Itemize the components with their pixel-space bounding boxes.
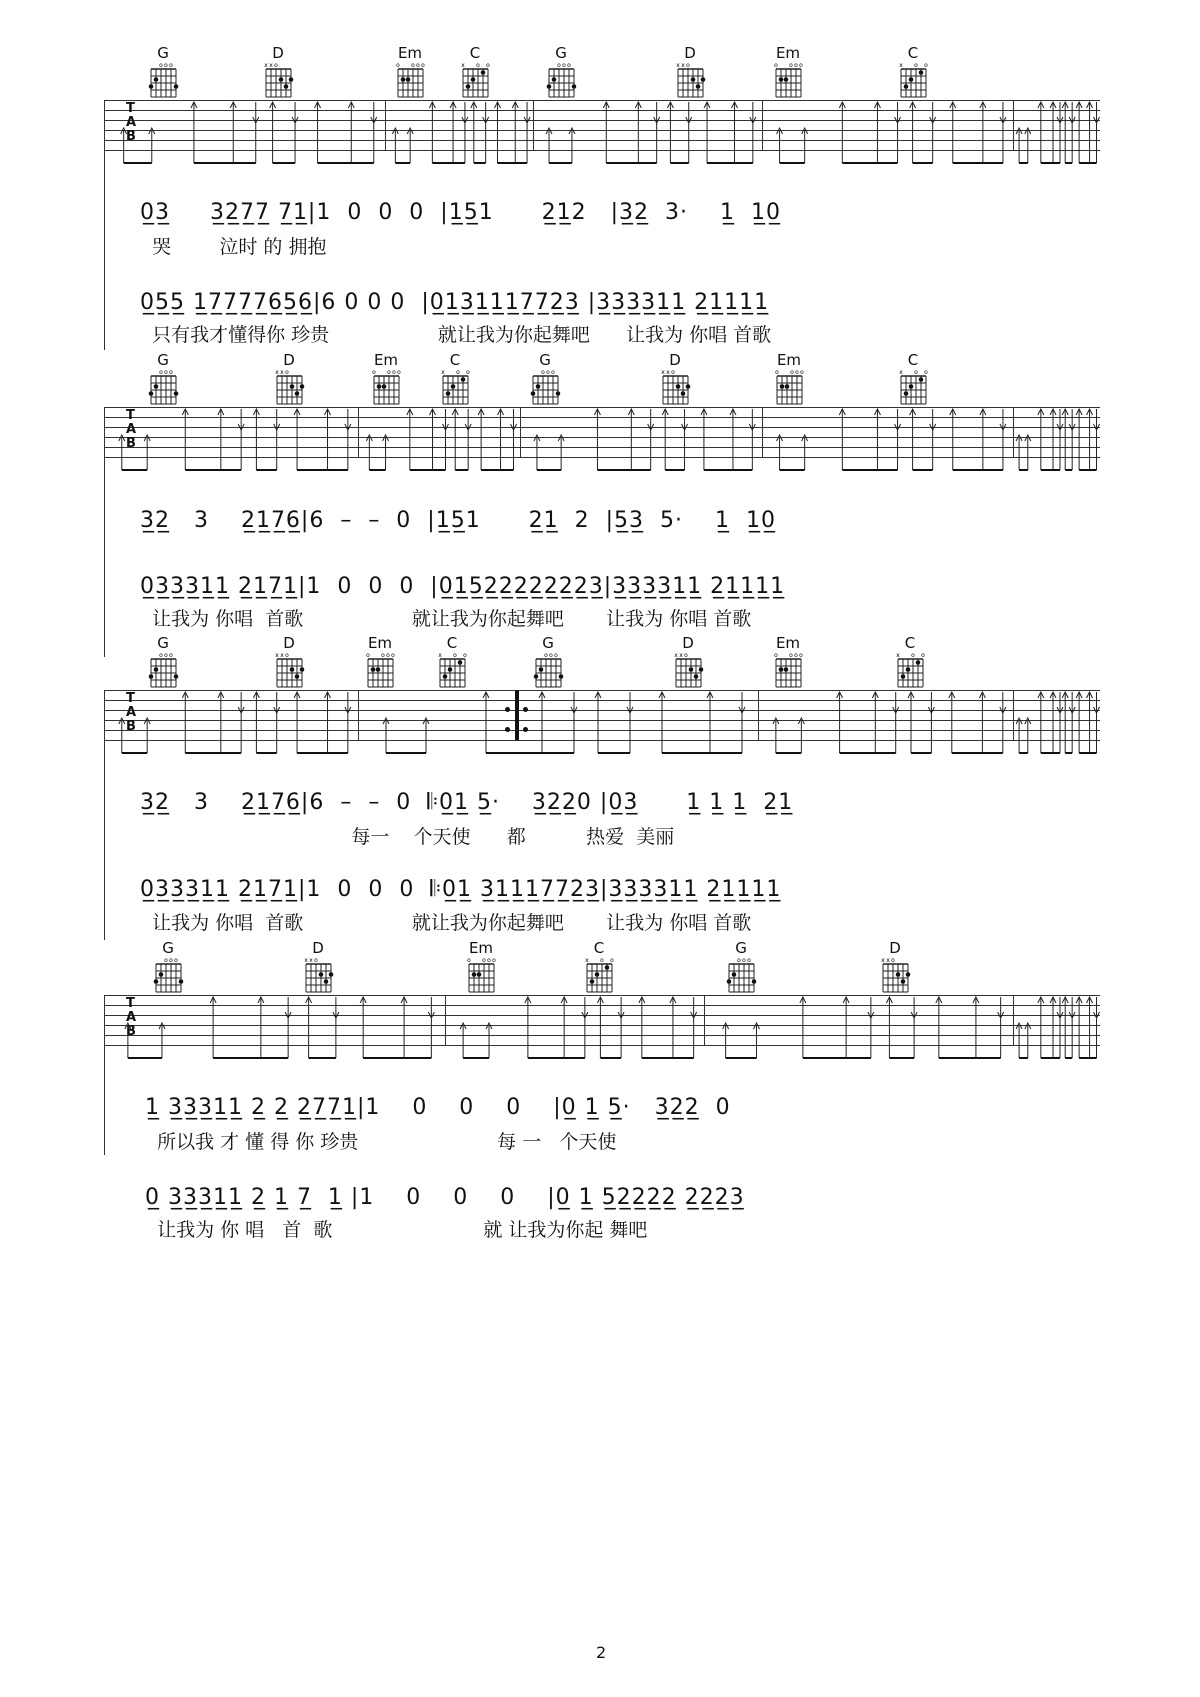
- svg-text:o: o: [381, 652, 385, 659]
- chord-diagram-g: [143, 352, 183, 410]
- svg-text:o: o: [789, 652, 793, 659]
- svg-text:x: x: [896, 652, 900, 659]
- svg-text:o: o: [911, 652, 915, 659]
- tab-clef-letter: A: [126, 115, 137, 130]
- chord-diagram-g: [148, 940, 188, 998]
- chord-diagram-c: [435, 352, 475, 410]
- chord-name: C: [907, 351, 919, 369]
- chord-diagram-d: [655, 352, 695, 410]
- chord-diagram-em: [390, 45, 430, 103]
- melody-notes: 0̲3̲ 3̲2̲7̲7̲ 7̲1̲|1 0 0 0 |1̲5̲1 2̲1̲2 |3̲2̲ 3· 1̲ 1̲0̲: [140, 200, 781, 225]
- chord-diagram-em: [461, 940, 501, 998]
- system-left-edge: [104, 995, 105, 1155]
- chord-diagram-d: [875, 940, 915, 998]
- chord-name: G: [735, 939, 747, 957]
- tab-clef-letter: T: [126, 408, 135, 423]
- chord-diagram-g: [528, 635, 568, 693]
- chord-diagram-g: [541, 45, 581, 103]
- harmony-lyrics: 让我为 你唱 首歌 就让我为你起舞吧 让我为 你唱 首歌: [140, 608, 752, 630]
- tab-staff: [104, 407, 1100, 467]
- svg-text:o: o: [169, 62, 173, 69]
- tab-clef-letter: B: [126, 436, 136, 451]
- chord-diagram-c: [455, 45, 495, 103]
- chord-diagram-em: [768, 45, 808, 103]
- svg-text:x: x: [304, 957, 308, 964]
- svg-text:o: o: [396, 62, 400, 69]
- svg-text:o: o: [795, 369, 799, 376]
- svg-text:o: o: [600, 957, 604, 964]
- svg-text:o: o: [486, 62, 490, 69]
- svg-text:o: o: [790, 369, 794, 376]
- chord-name: C: [449, 351, 461, 369]
- chord-name: Em: [367, 634, 393, 652]
- chord-name: D: [889, 939, 901, 957]
- chord-diagram-em: [366, 352, 406, 410]
- chord-name: D: [682, 634, 694, 652]
- harmony-lyrics: 只有我才懂得你 珍贵 就让我为你起舞吧 让我为 你唱 首歌: [140, 324, 772, 346]
- tab-clef-letter: B: [126, 129, 136, 144]
- svg-text:o: o: [914, 62, 918, 69]
- svg-text:o: o: [416, 62, 420, 69]
- svg-text:o: o: [463, 652, 467, 659]
- svg-text:o: o: [164, 369, 168, 376]
- svg-text:o: o: [799, 652, 803, 659]
- svg-text:o: o: [476, 62, 480, 69]
- system-left-edge: [104, 690, 105, 940]
- chord-diagram-c: [579, 940, 619, 998]
- melody-notes: 3̲2̲ 3 2̲1̲7̲6̲|6 – – 0 𝄆0̲1̲ 5̲· 3̲2̲2̲0 |0̲3̲ 1̲ 1̲ 1̲ 2̲1̲: [140, 790, 794, 815]
- svg-text:o: o: [544, 652, 548, 659]
- svg-text:o: o: [466, 369, 470, 376]
- svg-text:o: o: [742, 957, 746, 964]
- chord-name: G: [162, 939, 174, 957]
- svg-text:x: x: [264, 62, 268, 69]
- chord-diagram-c: [432, 635, 472, 693]
- chord-name: C: [469, 44, 481, 62]
- chord-name: D: [669, 351, 681, 369]
- svg-text:o: o: [164, 652, 168, 659]
- svg-text:x: x: [461, 62, 465, 69]
- svg-text:x: x: [585, 957, 589, 964]
- svg-text:o: o: [794, 62, 798, 69]
- harmony-lyrics: 让我为 你唱 首歌 就让我为你起舞吧 让我为 你唱 首歌: [140, 912, 752, 934]
- svg-text:o: o: [567, 62, 571, 69]
- chord-name: G: [555, 44, 567, 62]
- svg-text:o: o: [551, 369, 555, 376]
- chord-name: D: [312, 939, 324, 957]
- svg-text:o: o: [164, 62, 168, 69]
- chord-name: G: [157, 351, 169, 369]
- harmony-notes: 0̲5̲5̲ 1̲7̲7̲7̲7̲6̲5̲6̲|6 0 0 0 |0̲1̲3̲1̲1̲1̲7̲7̲2̲3̲ |3̲3̲3̲3̲1̲1̲ 2̲1̲1̲1̲1̲: [140, 290, 770, 315]
- svg-text:o: o: [921, 652, 925, 659]
- chord-diagram-em: [360, 635, 400, 693]
- svg-text:o: o: [285, 369, 289, 376]
- svg-text:x: x: [881, 957, 885, 964]
- svg-text:o: o: [159, 652, 163, 659]
- chord-name: Em: [373, 351, 399, 369]
- svg-text:o: o: [775, 369, 779, 376]
- system-left-edge: [104, 100, 105, 350]
- chord-diagram-d: [258, 45, 298, 103]
- svg-text:o: o: [392, 369, 396, 376]
- page-number: 2: [596, 1643, 607, 1662]
- svg-text:o: o: [554, 652, 558, 659]
- svg-text:o: o: [159, 369, 163, 376]
- chord-diagram-em: [769, 352, 809, 410]
- svg-text:o: o: [799, 62, 803, 69]
- tab-clef-letter: T: [126, 691, 135, 706]
- chord-name: D: [283, 634, 295, 652]
- svg-text:o: o: [747, 957, 751, 964]
- svg-text:x: x: [275, 369, 279, 376]
- chord-name: Em: [397, 44, 423, 62]
- system-left-edge: [104, 407, 105, 657]
- svg-text:o: o: [549, 652, 553, 659]
- svg-text:o: o: [453, 652, 457, 659]
- svg-text:x: x: [280, 369, 284, 376]
- chord-diagram-d: [668, 635, 708, 693]
- melody-notes: 1̲ 3̲3̲3̲1̲1̲ 2̲ 2̲ 2̲7̲7̲1̲|1 0 0 0 |0̲ 1̲ 5̲· 3̲2̲2̲ 0: [145, 1095, 731, 1120]
- svg-text:x: x: [899, 369, 903, 376]
- chord-diagram-c: [893, 352, 933, 410]
- svg-text:o: o: [159, 62, 163, 69]
- tab-clef-letter: A: [126, 705, 137, 720]
- tab-staff: [104, 690, 1100, 750]
- svg-text:o: o: [314, 957, 318, 964]
- chord-diagram-d: [298, 940, 338, 998]
- svg-text:o: o: [546, 369, 550, 376]
- tab-clef-letter: T: [126, 101, 135, 116]
- tab-staff: [104, 100, 1100, 160]
- chord-name: C: [907, 44, 919, 62]
- svg-text:o: o: [671, 369, 675, 376]
- svg-text:o: o: [456, 369, 460, 376]
- svg-text:o: o: [914, 369, 918, 376]
- chord-name: Em: [775, 44, 801, 62]
- svg-text:o: o: [164, 957, 168, 964]
- chord-name: Em: [776, 351, 802, 369]
- svg-text:o: o: [924, 369, 928, 376]
- chord-diagram-g: [525, 352, 565, 410]
- chord-name: G: [539, 351, 551, 369]
- svg-text:o: o: [557, 62, 561, 69]
- svg-text:x: x: [438, 652, 442, 659]
- svg-text:o: o: [366, 652, 370, 659]
- svg-text:o: o: [397, 369, 401, 376]
- svg-text:o: o: [492, 957, 496, 964]
- svg-text:o: o: [789, 62, 793, 69]
- chord-diagram-g: [143, 45, 183, 103]
- chord-name: Em: [468, 939, 494, 957]
- svg-text:o: o: [891, 957, 895, 964]
- chord-name: D: [684, 44, 696, 62]
- chord-name: C: [446, 634, 458, 652]
- tab-clef-letter: T: [126, 996, 135, 1011]
- chord-diagram-c: [893, 45, 933, 103]
- svg-text:o: o: [794, 652, 798, 659]
- chord-diagram-d: [269, 352, 309, 410]
- svg-text:o: o: [372, 369, 376, 376]
- svg-text:o: o: [274, 62, 278, 69]
- chord-name: C: [593, 939, 605, 957]
- tab-clef-letter: A: [126, 1010, 137, 1025]
- svg-text:x: x: [899, 62, 903, 69]
- svg-text:o: o: [737, 957, 741, 964]
- svg-text:x: x: [676, 62, 680, 69]
- svg-text:o: o: [541, 369, 545, 376]
- svg-text:x: x: [674, 652, 678, 659]
- chord-diagram-c: [890, 635, 930, 693]
- svg-text:x: x: [280, 652, 284, 659]
- melody-lyrics: 所以我 才 懂 得 你 珍贵 每 一 个天使: [145, 1131, 617, 1153]
- svg-text:o: o: [169, 652, 173, 659]
- svg-text:o: o: [774, 62, 778, 69]
- svg-text:o: o: [391, 652, 395, 659]
- svg-text:x: x: [886, 957, 890, 964]
- svg-text:o: o: [774, 652, 778, 659]
- svg-text:o: o: [386, 652, 390, 659]
- svg-text:o: o: [169, 369, 173, 376]
- tab-clef-letter: B: [126, 719, 136, 734]
- svg-text:x: x: [679, 652, 683, 659]
- tab-clef-letter: A: [126, 422, 137, 437]
- svg-text:o: o: [174, 957, 178, 964]
- svg-text:x: x: [309, 957, 313, 964]
- harmony-notes: 0̲3̲3̲3̲1̲1̲ 2̲1̲7̲1̲|1 0 0 0 𝄆0̲1̲ 3̲1̲1̲1̲7̲7̲2̲3̲|3̲3̲3̲3̲1̲1̲ 2̲1̲1̲1̲1̲: [140, 877, 782, 902]
- svg-text:o: o: [169, 957, 173, 964]
- melody-notes: 3̲2̲ 3 2̲1̲7̲6̲|6 – – 0 |1̲5̲1 2̲1̲ 2 |5̲3̲ 5· 1̲ 1̲0̲: [140, 508, 776, 533]
- svg-text:x: x: [441, 369, 445, 376]
- chord-diagram-g: [143, 635, 183, 693]
- chord-name: D: [283, 351, 295, 369]
- svg-text:o: o: [924, 62, 928, 69]
- chord-name: G: [157, 44, 169, 62]
- harmony-lyrics: 让我为 你 唱 首 歌 就 让我为你起 舞吧: [145, 1219, 648, 1241]
- harmony-notes: 0̲3̲3̲3̲1̲1̲ 2̲1̲7̲1̲|1 0 0 0 |0̲1̲5̲2̲2̲2̲2̲2̲2̲2̲3̲|3̲3̲3̲3̲1̲1̲ 2̲1̲1̲1̲1̲: [140, 574, 786, 599]
- svg-text:o: o: [800, 369, 804, 376]
- svg-text:o: o: [421, 62, 425, 69]
- chord-name: D: [272, 44, 284, 62]
- chord-diagram-d: [670, 45, 710, 103]
- svg-text:o: o: [487, 957, 491, 964]
- svg-text:o: o: [387, 369, 391, 376]
- svg-text:o: o: [686, 62, 690, 69]
- melody-lyrics: 哭 泣时 的 拥抱: [140, 236, 327, 258]
- chord-diagram-g: [721, 940, 761, 998]
- chord-name: C: [904, 634, 916, 652]
- svg-text:o: o: [411, 62, 415, 69]
- svg-text:o: o: [285, 652, 289, 659]
- svg-text:o: o: [467, 957, 471, 964]
- tab-clef-letter: B: [126, 1024, 136, 1039]
- chord-diagram-em: [768, 635, 808, 693]
- chord-name: Em: [775, 634, 801, 652]
- svg-text:o: o: [482, 957, 486, 964]
- svg-text:o: o: [610, 957, 614, 964]
- svg-text:o: o: [562, 62, 566, 69]
- svg-text:x: x: [275, 652, 279, 659]
- svg-text:x: x: [269, 62, 273, 69]
- chord-name: G: [542, 634, 554, 652]
- svg-text:x: x: [681, 62, 685, 69]
- melody-lyrics: 每一 个天使 都 热爱 美丽: [140, 826, 675, 848]
- harmony-notes: 0̲ 3̲3̲3̲1̲1̲ 2̲ 1̲ 7̲ 1̲ |1 0 0 0 |0̲ 1̲ 5̲2̲2̲2̲2̲ 2̲2̲2̲3̲: [145, 1185, 745, 1210]
- tab-staff: [104, 995, 1100, 1055]
- svg-text:x: x: [666, 369, 670, 376]
- svg-text:o: o: [684, 652, 688, 659]
- svg-text:x: x: [661, 369, 665, 376]
- chord-name: G: [157, 634, 169, 652]
- chord-diagram-d: [269, 635, 309, 693]
